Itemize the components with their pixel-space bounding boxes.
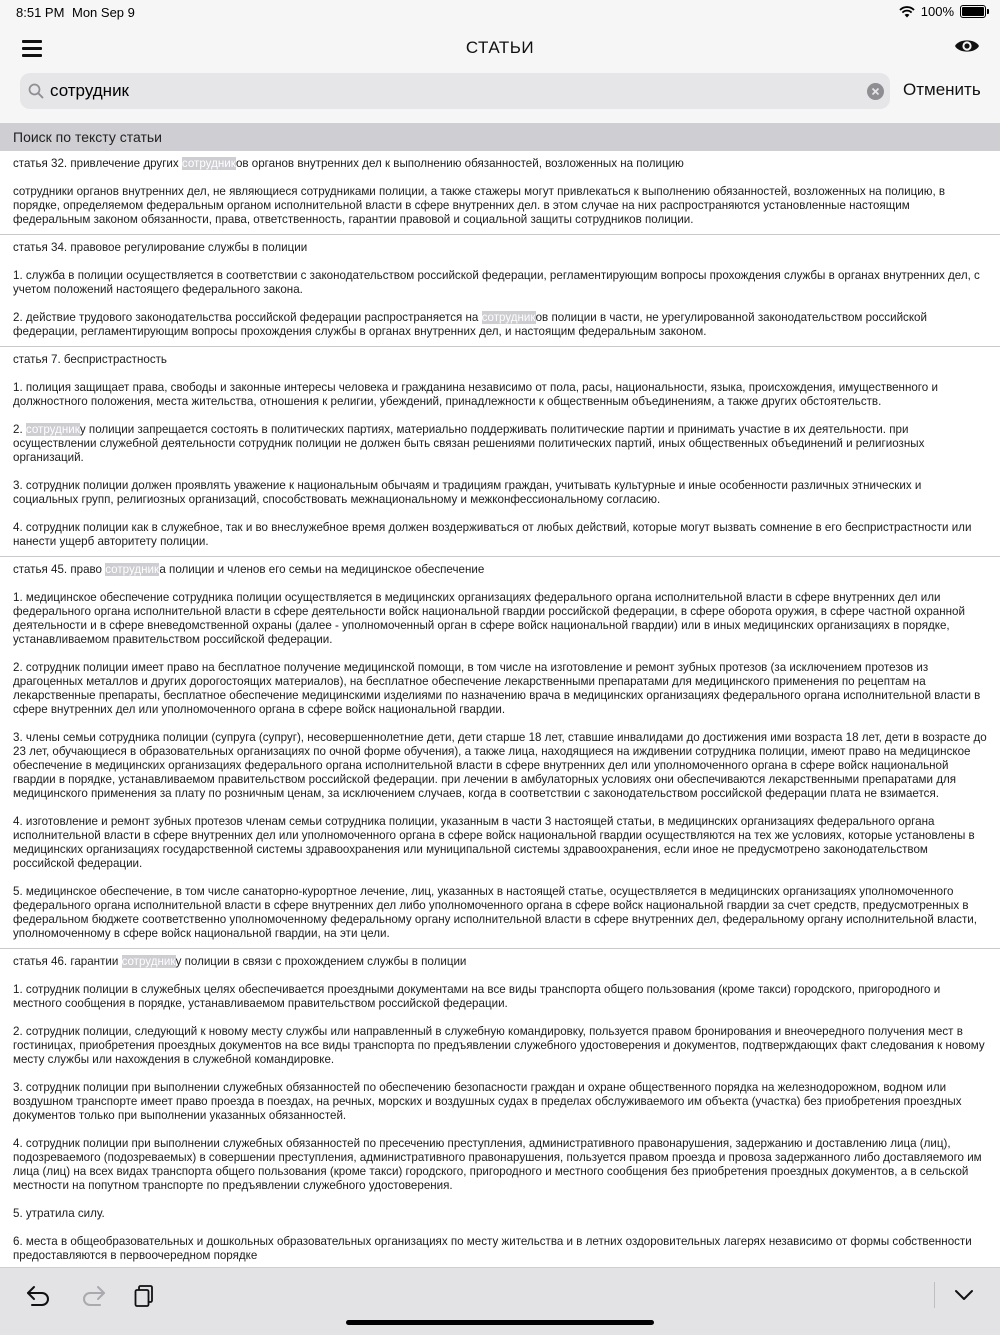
article-paragraph [13, 311, 987, 339]
article-paragraph [13, 423, 987, 465]
article-title-text: у полиции в связи с прохождением службы в полиции [175, 955, 467, 968]
page-title: СТАТЬИ [465, 38, 535, 57]
undo-button[interactable] [26, 1284, 52, 1311]
article-paragraph [13, 1207, 987, 1221]
paragraph-text: сотрудники органов внутренних дел, не являющиеся сотрудниками полиции, а также стажеры могут привлекаться к выполнению обязанностей, возложенных на полицию, в порядке, определяемом федеральным органом исполнительной власти в сфере внутренних дел. в этом случае на них распространяются установленные настоящим федеральным законом обязанности, права, ответственность, гарантии правовой и социальной защиты сотрудников полиции. [13, 185, 946, 226]
result-article[interactable] [0, 347, 1000, 557]
redo-icon [80, 1284, 106, 1306]
battery-icon [960, 5, 986, 18]
article-paragraph [13, 1081, 987, 1123]
article-paragraph [13, 661, 987, 717]
article-title-text: а полиции и членов его семьи на медицинское обеспечение [159, 563, 485, 576]
search-highlight: сотрудник [25, 423, 80, 436]
article-paragraph [13, 983, 987, 1011]
result-article[interactable] [0, 235, 1000, 347]
paragraph-text: ов полиции в части, не урегулированной законодательством российской федерации, регламентирующим вопросы прохождения службы в органах внутренних дел, и настоящим федеральным законом. [13, 311, 927, 338]
clipboard-icon [134, 1284, 156, 1308]
article-title-text: статья 32. привлечение других [13, 157, 182, 170]
article-title [13, 563, 987, 577]
view-mode-button[interactable] [954, 37, 980, 60]
search-highlight: сотрудник [481, 311, 536, 324]
status-bar [0, 0, 1000, 26]
undo-icon [26, 1284, 52, 1306]
article-paragraph [13, 885, 987, 941]
search-input[interactable] [50, 77, 870, 105]
article-paragraph [13, 1235, 987, 1263]
status-time: 8:51 PM [16, 5, 65, 20]
chevron-down-icon [954, 1289, 974, 1301]
article-title-text: статья 45. право [13, 563, 106, 576]
paragraph-text: 3. члены семьи сотрудника полиции (супруга (супруг), несовершеннолетние дети, дети старше 18 лет, ставшие инвалидами до достижения ими возраста 18 лет, дети в возрасте до 23 лет, обучающиеся в образовательных организациях по очной форме обучения), а также лица, находящиеся на иждивении сотрудника полиции, имеют право на медицинское обеспечение в медицинских организациях федерального органа исполнительной власти в сфере внутренних дел или уполномоченного органа в сфере войск национальной гвардии в порядке, устанавливаемом правительством российской федерации. при лечении в амбулаторных условиях они обеспечиваются лекарственными препаратами для медицинского применения за плату по розничным ценам, за исключением случаев, когда в соответствии с законодательством российской федерации плата не взимается. [13, 731, 987, 800]
article-paragraph [13, 815, 987, 871]
article-title [13, 955, 987, 969]
paragraph-text: 3. сотрудник полиции при выполнении служебных обязанностей по обеспечению безопасности граждан и охране общественного порядка на железнодорожном, водном или воздушном транспорте имеет право проезда в поездах, на речных, морских и воздушных судах в пределах обслуживаемого им объекта (участка) без приобретения проездных документов только при выполнении указанных обязанностей. [13, 1081, 962, 1122]
article-title-text: статья 46. гарантии [13, 955, 122, 968]
paragraph-text: 5. медицинское обеспечение, в том числе санаторно-курортное лечение, лиц, указанных в настоящей статье, осуществляется в медицинских организациях уполномоченного федерального органа исполнительной власти в сфере внутренних дел либо уполномоченного органа в сфере войск национальной гвардии за счет средств, предусмотренных в федеральном бюджете соответственно уполномоченному федеральному органу исполнительной власти в сфере внутренних дел, федеральному органу исполнительной власти, уполномоченному в сфере войск национальной гвардии, на эти цели. [13, 885, 977, 940]
article-paragraph [13, 269, 987, 297]
paragraph-text: 2. сотрудник полиции имеет право на бесплатное получение медицинской помощи, в том числе на изготовление и ремонт зубных протезов (за исключением протезов из драгоценных металлов и других дорогостоящих материалов), на бесплатное обеспечение лекарственными препаратами для медицинского применения по рецептам на лекарственные препараты, бесплатное обеспечение медицинскими изделиями по назначению врача в медицинских организациях федерального органа исполнительной власти в сфере внутренних дел или уполномоченного органа в сфере войск национальной гвардии. [13, 661, 981, 716]
paragraph-text: 1. служба в полиции осуществляется в соответствии с законодательством российской федерации, регламентирующим вопросы прохождения службы в органах внутренних дел, с учетом положений настоящего федерального закона. [13, 269, 980, 296]
search-row [0, 72, 1000, 110]
home-indicator[interactable] [346, 1320, 654, 1325]
result-article[interactable] [0, 557, 1000, 949]
eye-icon [954, 37, 980, 55]
article-paragraph [13, 381, 987, 409]
paragraph-text: 4. сотрудник полиции при выполнении служебных обязанностей по пресечению преступления, административного правонарушения, задержанию и доставлению лица (лиц), подозреваемого (подозреваемых) в совершении преступления, административного правонарушения, пользуется правом проезда и провоза задержанного либо доставляемого им лица (лиц) на всех видах транспорта общего пользования (кроме такси) городского, пригородного и местного сообщения без приобретения проездных документов, а в сельской местности на попутном транспорте по предъявлении служебного удостоверения. [13, 1137, 982, 1192]
results-list[interactable] [0, 151, 1000, 1267]
result-article[interactable] [0, 151, 1000, 235]
paragraph-text: 1. полиция защищает права, свободы и законные интересы человека и гражданина независимо от пола, расы, национальности, языка, происхождения, имущественного и должностного положения, места жительства, отношения к религии, убеждений, принадлежности к общественным объединениям, а также других обстоятельств. [13, 381, 938, 408]
result-article[interactable] [0, 949, 1000, 1267]
battery-percent: 100% [920, 4, 954, 19]
article-paragraph [13, 731, 987, 801]
toolbar-divider [934, 1282, 935, 1308]
article-paragraph [13, 479, 987, 507]
article-title [13, 353, 987, 367]
paragraph-text: 2. [13, 423, 26, 436]
article-title-text: статья 34. правовое регулирование службы в полиции [13, 241, 308, 254]
search-icon [28, 83, 44, 99]
paragraph-text: 1. медицинское обеспечение сотрудника полиции осуществляется в медицинских организациях федерального органа исполнительной власти в сфере внутренних дел или федерального органа исполнительной власти в сфере деятельности войск национальной гвардии российской федерации, в сфере оборота оружия, в сфере частной охранной деятельности и в сфере вневедомственной охраны (далее - уполномоченный орган в сфере войск национальной гвардии) или в иных медицинских организациях в порядке, устанавливаемом правительством российской федерации. [13, 591, 965, 646]
paragraph-text: 2. действие трудового законодательства российской федерации распространяется на [13, 311, 482, 324]
article-paragraph [13, 591, 987, 647]
paragraph-text: 3. сотрудник полиции должен проявлять уважение к национальным обычаям и традициям граждан, учитывать культурные и иные особенности различных этнических и социальных групп, религиозных организаций, способствовать межнациональному и межконфессиональному согласию. [13, 479, 922, 506]
paragraph-text: 2. сотрудник полиции, следующий к новому месту службы или направленный в служебную командировку, пользуется правом бронирования и внеочередного получения мест в гостиницах, приобретения проездных документов на все виды транспорта по предъявлении служебного удостоверения и документов, подтверждающих факт следования к новому месту службы или нахождения в служебной командировке. [13, 1025, 985, 1066]
article-title [13, 241, 987, 255]
article-title-text: ов органов внутренних дел к выполнению обязанностей, возложенных на полицию [235, 157, 684, 170]
wifi-icon [899, 6, 915, 18]
status-date: Mon Sep 9 [72, 5, 135, 20]
search-highlight: сотрудник [105, 563, 160, 576]
article-paragraph [13, 185, 987, 227]
article-title-text: статья 7. беспристрастность [13, 353, 167, 366]
article-paragraph [13, 1025, 987, 1067]
article-title [13, 157, 987, 171]
paragraph-text: у полиции запрещается состоять в политических партиях, материально поддерживать политические партии и принимать участие в их деятельности. при осуществлении служебной деятельности сотрудник полиции не должен быть связан решениями политических партий, иных общественных объединений и религиозных организаций. [13, 423, 925, 464]
search-highlight: сотрудник [181, 157, 236, 170]
paste-button[interactable] [134, 1284, 156, 1313]
paragraph-text: 4. сотрудник полиции как в служебное, так и во внеслужебное время должен воздерживаться от любых действий, которые могут вызвать сомнение в его беспристрастности или нанести ущерб авторитету полиции. [13, 521, 972, 548]
paragraph-text: 5. утратила силу. [13, 1207, 105, 1220]
redo-button[interactable] [80, 1284, 106, 1311]
cancel-button[interactable]: Отменить [903, 80, 981, 99]
article-paragraph [13, 521, 987, 549]
dismiss-keyboard-button[interactable] [954, 1288, 974, 1306]
article-paragraph [13, 1137, 987, 1193]
section-header: Поиск по тексту статьи [0, 123, 1000, 151]
paragraph-text: 4. изготовление и ремонт зубных протезов членам семьи сотрудника полиции, указанным в части 3 настоящей статьи, в медицинских организациях федерального органа исполнительной власти в сфере внутренних дел или уполномоченного органа в сфере войск национальной гвардии осуществляются на тех же условиях, которые установлены в медицинских организациях государственной системы здравоохранения или муниципальной системы здравоохранения, если иное не предусмотрено законодательством российской федерации. [13, 815, 975, 870]
status-right [899, 4, 986, 19]
clear-search-button[interactable] [867, 83, 884, 105]
clear-icon [867, 83, 884, 100]
paragraph-text: 1. сотрудник полиции в служебных целях обеспечивается проездными документами на все виды транспорта общего пользования (кроме такси) городского, пригородного и местного сообщения в порядке, устанавливаемом правительством российской федерации. [13, 983, 941, 1010]
paragraph-text: 6. места в общеобразовательных и дошкольных образовательных организациях по месту жительства и в летних оздоровительных лагерях независимо от формы собственности предоставляются в первоочередном порядке [13, 1235, 972, 1262]
nav-bar [0, 26, 1000, 70]
search-box[interactable] [20, 73, 890, 109]
search-highlight: сотрудник [121, 955, 176, 968]
